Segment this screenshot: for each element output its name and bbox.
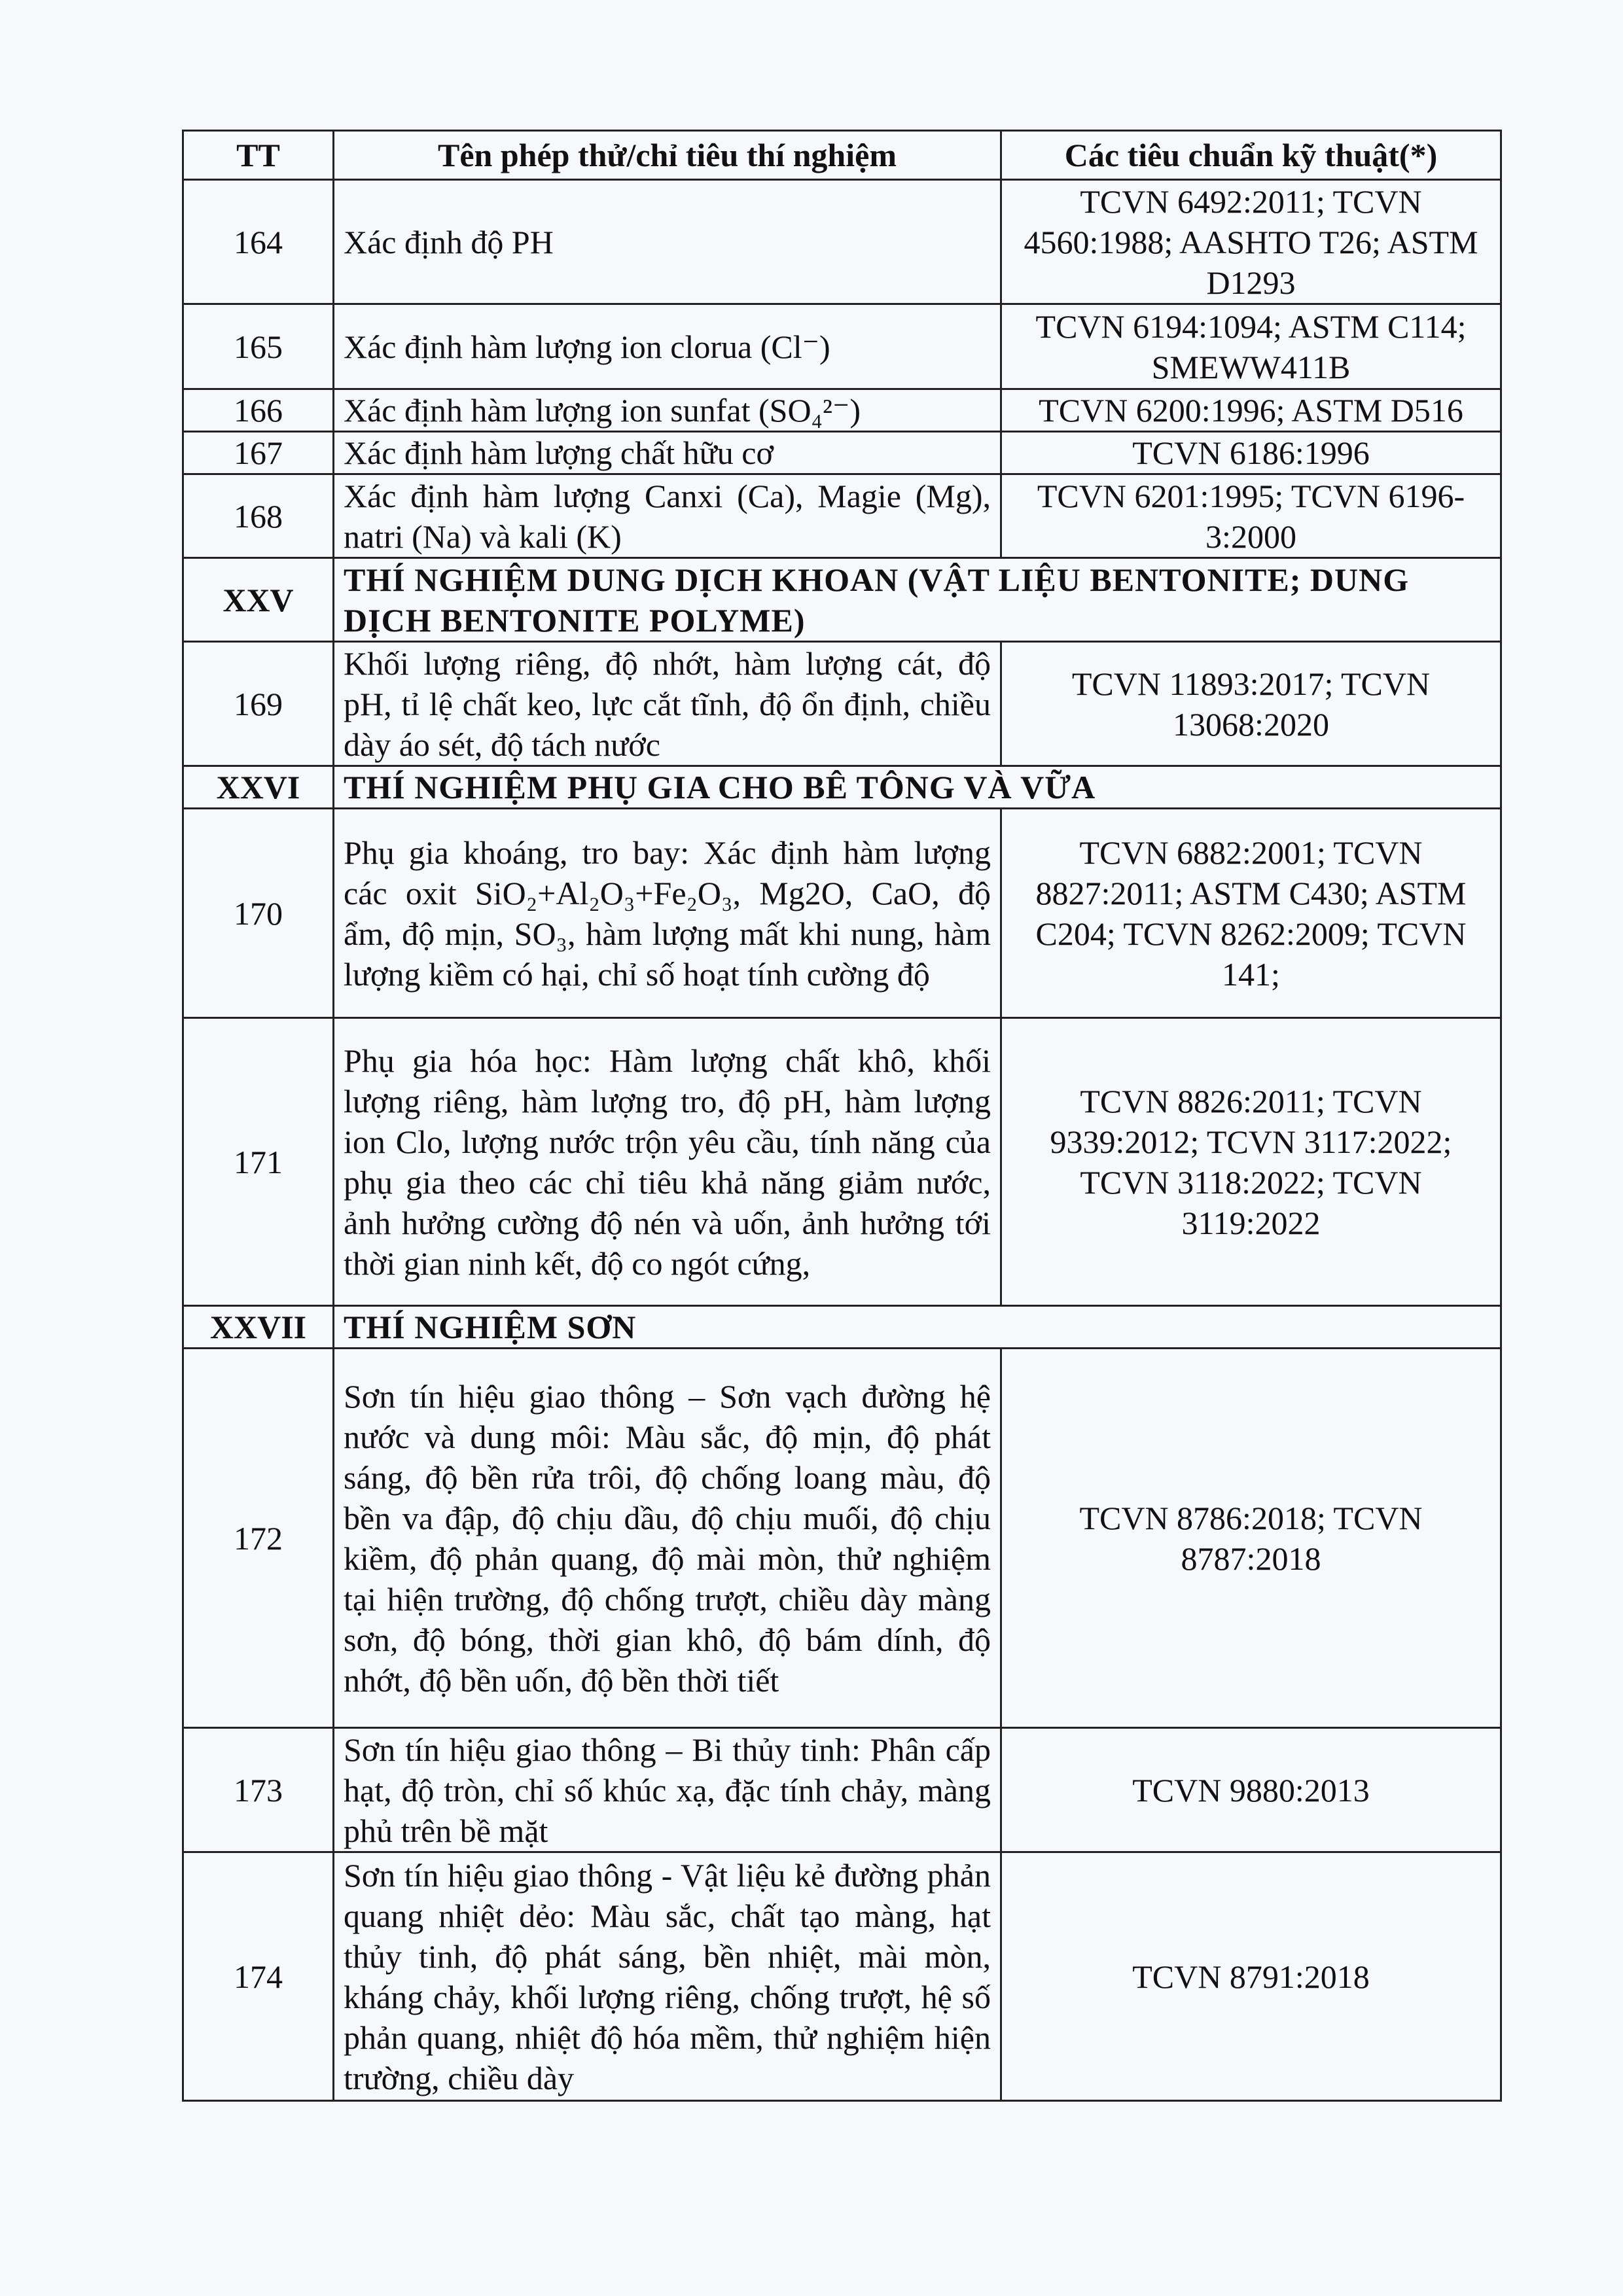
section-row (183, 558, 1501, 642)
table-row (183, 432, 1501, 474)
test-name: Xác định hàm lượng ion sunfat (SO₄²⁻) (334, 389, 1001, 432)
section-number: XXV (183, 558, 334, 642)
test-name: Khối lượng riêng, độ nhớt, hàm lượng cát, độ pH, tỉ lệ chất keo, lực cắt tĩnh, độ ổn định, chiều dày áo sét, độ tách nước (334, 642, 1001, 766)
section-row (183, 1306, 1501, 1349)
header-standards: Các tiêu chuẩn kỹ thuật(*) (1001, 131, 1501, 180)
table-row (183, 1852, 1501, 2101)
table-row (183, 474, 1501, 558)
section-title: THÍ NGHIỆM SƠN (334, 1306, 1501, 1349)
standard-codes: TCVN 8826:2011; TCVN 9339:2012; TCVN 3117:2022; TCVN 3118:2022; TCVN 3119:2022 (1001, 1018, 1501, 1306)
table-header-row (183, 131, 1501, 180)
standard-codes: TCVN 8791:2018 (1001, 1852, 1501, 2101)
test-name: Xác định hàm lượng ion clorua (Cl⁻) (334, 304, 1001, 389)
test-name: Sơn tín hiệu giao thông - Vật liệu kẻ đường phản quang nhiệt dẻo: Màu sắc, chất tạo màng, hạt thủy tinh, độ phát sáng, bền nhiệt, mài mòn, kháng chảy, khối lượng riêng, chống trượt, hệ số phản quang, nhiệt độ hóa mềm, thử nghiệm hiện trường, chiều dày (334, 1852, 1001, 2101)
row-number: 164 (183, 180, 334, 304)
section-row (183, 766, 1501, 809)
standard-codes: TCVN 6200:1996; ASTM D516 (1001, 389, 1501, 432)
row-number: 173 (183, 1728, 334, 1852)
test-name: Sơn tín hiệu giao thông – Bi thủy tinh: Phân cấp hạt, độ tròn, chỉ số khúc xạ, đặc tính chảy, màng phủ trên bề mặt (334, 1728, 1001, 1852)
row-number: 168 (183, 474, 334, 558)
test-name: Xác định hàm lượng chất hữu cơ (334, 432, 1001, 474)
test-name: Phụ gia khoáng, tro bay: Xác định hàm lượng các oxit SiO₂+Al₂O₃+Fe₂O₃, Mg2O, CaO, độ ẩm, độ mịn, SO₃, hàm lượng mất khi nung, hàm lượng kiềm có hại, chỉ số hoạt tính cường độ (334, 809, 1001, 1018)
row-number: 172 (183, 1349, 334, 1728)
standard-codes: TCVN 6201:1995; TCVN 6196-3:2000 (1001, 474, 1501, 558)
standard-codes: TCVN 6194:1094; ASTM C114; SMEWW411B (1001, 304, 1501, 389)
standard-codes: TCVN 6492:2011; TCVN 4560:1988; AASHTO T26; ASTM D1293 (1001, 180, 1501, 304)
table-row (183, 1728, 1501, 1852)
standard-codes: TCVN 6186:1996 (1001, 432, 1501, 474)
test-name: Sơn tín hiệu giao thông – Sơn vạch đường hệ nước và dung môi: Màu sắc, độ mịn, độ phát sáng, độ bền rửa trôi, độ chống loang màu, độ bền va đập, độ chịu dầu, độ chịu muối, độ chịu kiềm, độ phản quang, độ mài mòn, thử nghiệm tại hiện trường, độ chống trượt, chiều dày màng sơn, độ bóng, thời gian khô, độ bám dính, độ nhớt, độ bền uốn, độ bền thời tiết (334, 1349, 1001, 1728)
table-row (183, 180, 1501, 304)
row-number: 170 (183, 809, 334, 1018)
row-number: 167 (183, 432, 334, 474)
section-number: XXVI (183, 766, 334, 809)
row-number: 174 (183, 1852, 334, 2101)
standards-table (182, 130, 1502, 2102)
table-row (183, 642, 1501, 766)
table-row (183, 389, 1501, 432)
standard-codes: TCVN 9880:2013 (1001, 1728, 1501, 1852)
standard-codes: TCVN 8786:2018; TCVN 8787:2018 (1001, 1349, 1501, 1728)
section-title: THÍ NGHIỆM DUNG DỊCH KHOAN (VẬT LIỆU BENTONITE; DUNG DỊCH BENTONITE POLYME) (334, 558, 1501, 642)
section-title: THÍ NGHIỆM PHỤ GIA CHO BÊ TÔNG VÀ VỮA (334, 766, 1501, 809)
table-row (183, 1349, 1501, 1728)
row-number: 169 (183, 642, 334, 766)
test-name: Xác định hàm lượng Canxi (Ca), Magie (Mg), natri (Na) và kali (K) (334, 474, 1001, 558)
row-number: 166 (183, 389, 334, 432)
standard-codes: TCVN 11893:2017; TCVN 13068:2020 (1001, 642, 1501, 766)
row-number: 165 (183, 304, 334, 389)
test-name: Xác định độ PH (334, 180, 1001, 304)
header-tt: TT (183, 131, 334, 180)
section-number: XXVII (183, 1306, 334, 1349)
standard-codes: TCVN 6882:2001; TCVN 8827:2011; ASTM C430; ASTM C204; TCVN 8262:2009; TCVN 141; (1001, 809, 1501, 1018)
test-name: Phụ gia hóa học: Hàm lượng chất khô, khối lượng riêng, hàm lượng tro, độ pH, hàm lượng ion Clo, lượng nước trộn yêu cầu, tính năng của phụ gia theo các chỉ tiêu khả năng giảm nước, ảnh hưởng cường độ nén và uốn, ảnh hưởng tới thời gian ninh kết, độ co ngót cứng, (334, 1018, 1001, 1306)
row-number: 171 (183, 1018, 334, 1306)
table-row (183, 1018, 1501, 1306)
table-row (183, 304, 1501, 389)
header-test-name: Tên phép thử/chỉ tiêu thí nghiệm (334, 131, 1001, 180)
table-row (183, 809, 1501, 1018)
